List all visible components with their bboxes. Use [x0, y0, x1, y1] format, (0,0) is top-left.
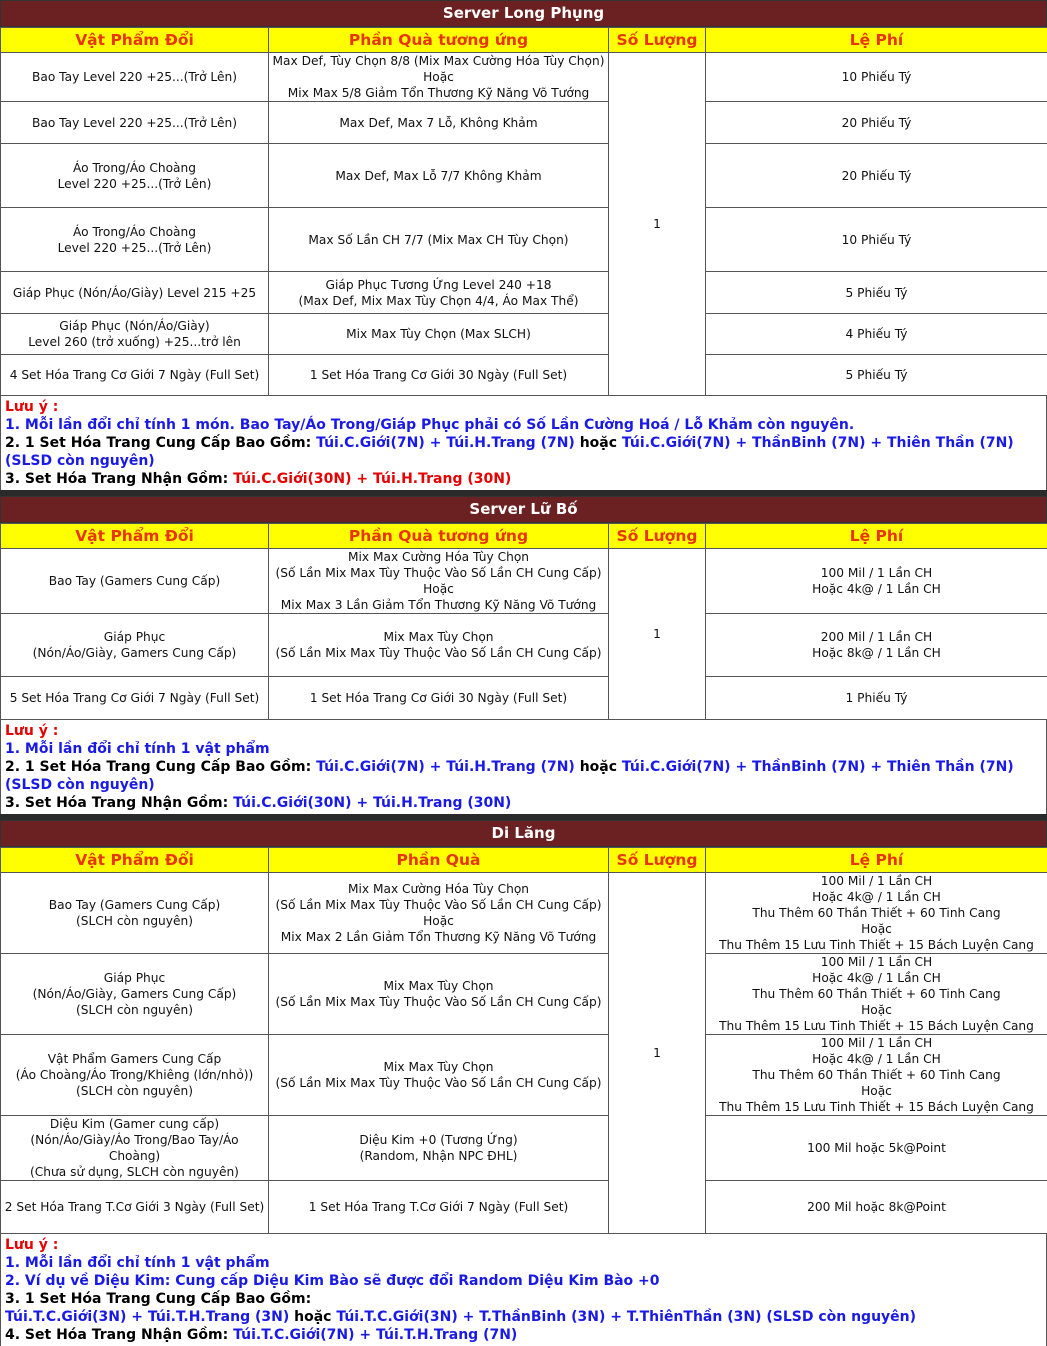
- item-cell: [1, 144, 269, 208]
- item-text: (Nón/Áo/Giày, Gamers Cung Cấp): [3, 645, 266, 661]
- table-header: [1, 848, 1047, 873]
- note-1: 1. Mỗi lần đổi chỉ tính 1 vật phẩm: [5, 740, 1042, 758]
- item-text: Level 220 +25...(Trở Lên): [3, 240, 266, 256]
- fee-cell: [706, 873, 1047, 954]
- fee-text: 20 Phiếu Tý: [708, 168, 1045, 184]
- fee-cell: [706, 208, 1047, 272]
- note-2-option-a: Túi.C.Giới(7N) + Túi.H.Trang (7N): [316, 435, 575, 451]
- reward-cell: [269, 1035, 609, 1116]
- fee-cell: [706, 355, 1047, 396]
- note-4-label: 4. Set Hóa Trang Nhận Gồm:: [5, 1327, 233, 1343]
- item-text: (SLCH còn nguyên): [3, 913, 266, 929]
- header-fee: Lệ Phí: [706, 524, 1047, 549]
- note-3: [5, 470, 1042, 488]
- notes-title: Lưu ý :: [5, 1236, 1042, 1254]
- note-2-label: 2. 1 Set Hóa Trang Cung Cấp Bao Gồm:: [5, 759, 316, 775]
- note-4: [5, 1326, 1042, 1344]
- table-row: [1, 102, 1047, 144]
- note-2: [5, 758, 1042, 794]
- item-text: 4 Set Hóa Trang Cơ Giới 7 Ngày (Full Set): [3, 367, 266, 383]
- reward-text: Mix Max Tùy Chọn: [271, 978, 606, 994]
- quantity-cell: 1: [609, 873, 706, 1234]
- fee-text: Thu Thêm 60 Thần Thiết + 60 Tinh Cang: [708, 905, 1045, 921]
- header-reward: Phần Quà tương ứng: [269, 524, 609, 549]
- reward-text: (Số Lần Mix Max Tùy Thuộc Vào Số Lần CH Cung Cấp): [271, 994, 606, 1010]
- fee-text: Thu Thêm 60 Thần Thiết + 60 Tinh Cang: [708, 986, 1045, 1002]
- reward-text: 1 Set Hóa Trang Cơ Giới 30 Ngày (Full Set): [271, 367, 606, 383]
- note-2: [5, 434, 1042, 470]
- note-1: 1. Mỗi lần đổi chỉ tính 1 vật phẩm: [5, 1254, 1042, 1272]
- exchange-table-long-phung: [0, 27, 1047, 396]
- fee-text: 10 Phiếu Tý: [708, 69, 1045, 85]
- reward-text: Mix Max 3 Lần Giảm Tổn Thương Kỹ Năng Võ Tướng: [271, 597, 606, 613]
- reward-cell: [269, 53, 609, 102]
- fee-text: Hoặc: [708, 921, 1045, 937]
- notes-di-lang: [0, 1234, 1047, 1346]
- note-2-or: hoặc: [575, 759, 622, 775]
- item-text: Giáp Phục: [3, 970, 266, 986]
- fee-text: Hoặc: [708, 1002, 1045, 1018]
- table-row: [1, 355, 1047, 396]
- reward-text: Hoặc: [271, 69, 606, 85]
- note-1: 1. Mỗi lần đổi chỉ tính 1 món. Bao Tay/Áo Trong/Giáp Phục phải có Số Lần Cường Hoá / Lỗ Khảm còn nguyên.: [5, 416, 1042, 434]
- item-cell: [1, 314, 269, 355]
- quantity-cell: 1: [609, 549, 706, 720]
- fee-text: 5 Phiếu Tý: [708, 367, 1045, 383]
- reward-cell: [269, 355, 609, 396]
- fee-text: Hoặc: [708, 1083, 1045, 1099]
- section-title-di-lang: Di Lăng: [0, 820, 1047, 847]
- quantity-cell: 1: [609, 53, 706, 396]
- item-cell: [1, 355, 269, 396]
- notes-title: Lưu ý :: [5, 722, 1042, 740]
- item-text: Level 220 +25...(Trở Lên): [3, 176, 266, 192]
- fee-cell: [706, 677, 1047, 720]
- reward-cell: [269, 677, 609, 720]
- item-text: Giáp Phục (Nón/Áo/Giày): [3, 318, 266, 334]
- reward-text: Mix Max Tùy Chọn: [271, 629, 606, 645]
- fee-text: Hoặc 4k@ / 1 Lần CH: [708, 889, 1045, 905]
- note-3-or: hoặc: [289, 1309, 336, 1325]
- item-cell: [1, 873, 269, 954]
- reward-text: 1 Set Hóa Trang T.Cơ Giới 7 Ngày (Full Set): [271, 1199, 606, 1215]
- note-4-value: Túi.T.C.Giới(7N) + Túi.T.H.Trang (7N): [233, 1327, 517, 1343]
- note-2-option-a: Túi.C.Giới(7N) + Túi.H.Trang (7N): [316, 759, 575, 775]
- table-row: [1, 1035, 1047, 1116]
- notes-long-phung: [0, 396, 1047, 490]
- item-text: Áo Trong/Áo Choàng: [3, 224, 266, 240]
- table-row: [1, 549, 1047, 614]
- notes-lu-bo: [0, 720, 1047, 814]
- table-row: [1, 1181, 1047, 1234]
- reward-cell: [269, 873, 609, 954]
- fee-cell: [706, 614, 1047, 677]
- note-2-option-b: Túi.C.Giới(7N) + ThầnBinh (7N) + Thiên Thần (7N) (SLSD còn nguyên): [5, 435, 1014, 469]
- reward-text: (Max Def, Mix Max Tùy Chọn 4/4, Áo Max Thể): [271, 293, 606, 309]
- header-item: Vật Phẩm Đổi: [1, 524, 269, 549]
- table-header: [1, 524, 1047, 549]
- reward-cell: [269, 1181, 609, 1234]
- fee-text: 100 Mil / 1 Lần CH: [708, 954, 1045, 970]
- reward-cell: [269, 144, 609, 208]
- fee-cell: [706, 53, 1047, 102]
- note-2-option-b: Túi.C.Giới(7N) + ThầnBinh (7N) + Thiên Thần (7N) (SLSD còn nguyên): [5, 759, 1014, 793]
- reward-cell: [269, 549, 609, 614]
- header-reward: Phần Quà: [269, 848, 609, 873]
- fee-text: Thu Thêm 15 Lưu Tinh Thiết + 15 Bách Luyện Cang: [708, 937, 1045, 953]
- reward-cell: [269, 614, 609, 677]
- item-text: Level 260 (trở xuống) +25...trở lên: [3, 334, 266, 350]
- item-cell: [1, 208, 269, 272]
- fee-text: 200 Mil / 1 Lần CH: [708, 629, 1045, 645]
- item-cell: [1, 549, 269, 614]
- item-text: (Áo Choàng/Áo Trong/Khiêng (lớn/nhỏ)): [3, 1067, 266, 1083]
- fee-text: 100 Mil hoặc 5k@Point: [708, 1140, 1045, 1156]
- fee-cell: [706, 1116, 1047, 1181]
- exchange-table-di-lang: [0, 847, 1047, 1234]
- fee-text: Thu Thêm 60 Thần Thiết + 60 Tinh Cang: [708, 1067, 1045, 1083]
- fee-text: Thu Thêm 15 Lưu Tinh Thiết + 15 Bách Luyện Cang: [708, 1018, 1045, 1034]
- table-header: [1, 28, 1047, 53]
- item-text: (Nón/Áo/Giày/Áo Trong/Bao Tay/Áo Choàng): [3, 1132, 266, 1164]
- fee-cell: [706, 1181, 1047, 1234]
- table-row: [1, 272, 1047, 314]
- table-row: [1, 1116, 1047, 1181]
- item-text: (Chưa sử dụng, SLCH còn nguyên): [3, 1164, 266, 1180]
- reward-text: (Số Lần Mix Max Tùy Thuộc Vào Số Lần CH Cung Cấp): [271, 645, 606, 661]
- fee-text: 10 Phiếu Tý: [708, 232, 1045, 248]
- reward-text: (Random, Nhận NPC ĐHL): [271, 1148, 606, 1164]
- fee-cell: [706, 954, 1047, 1035]
- item-text: (SLCH còn nguyên): [3, 1083, 266, 1099]
- reward-text: (Số Lần Mix Max Tùy Thuộc Vào Số Lần CH Cung Cấp): [271, 565, 606, 581]
- note-3-value: Túi.C.Giới(30N) + Túi.H.Trang (30N): [233, 795, 511, 811]
- fee-cell: [706, 272, 1047, 314]
- fee-text: 4 Phiếu Tý: [708, 326, 1045, 342]
- item-text: Bao Tay (Gamers Cung Cấp): [3, 897, 266, 913]
- item-cell: [1, 1181, 269, 1234]
- fee-text: Thu Thêm 15 Lưu Tinh Thiết + 15 Bách Luyện Cang: [708, 1099, 1045, 1115]
- reward-text: Mix Max Cường Hóa Tùy Chọn: [271, 881, 606, 897]
- item-text: Áo Trong/Áo Choàng: [3, 160, 266, 176]
- reward-text: Hoặc: [271, 581, 606, 597]
- item-text: Bao Tay Level 220 +25...(Trở Lên): [3, 115, 266, 131]
- item-text: Vật Phẩm Gamers Cung Cấp: [3, 1051, 266, 1067]
- table-row: [1, 53, 1047, 102]
- header-quantity: Số Lượng: [609, 28, 706, 53]
- reward-cell: [269, 102, 609, 144]
- note-2: 2. Ví dụ về Diệu Kim: Cung cấp Diệu Kim Bào sẽ được đổi Random Diệu Kim Bào +0: [5, 1272, 1042, 1290]
- header-item: Vật Phẩm Đổi: [1, 28, 269, 53]
- reward-cell: [269, 1116, 609, 1181]
- item-cell: [1, 614, 269, 677]
- section-title-long-phung: Server Long Phụng: [0, 0, 1047, 27]
- table-row: [1, 144, 1047, 208]
- note-3-label: 3. Set Hóa Trang Nhận Gồm:: [5, 471, 233, 487]
- reward-text: Diệu Kim +0 (Tương Ứng): [271, 1132, 606, 1148]
- item-cell: [1, 102, 269, 144]
- fee-cell: [706, 549, 1047, 614]
- reward-text: Giáp Phục Tương Ứng Level 240 +18: [271, 277, 606, 293]
- reward-cell: [269, 208, 609, 272]
- item-text: Diệu Kim (Gamer cung cấp): [3, 1116, 266, 1132]
- fee-cell: [706, 102, 1047, 144]
- note-3-label: 3. Set Hóa Trang Nhận Gồm:: [5, 795, 233, 811]
- reward-text: Mix Max 5/8 Giảm Tổn Thương Kỹ Năng Võ Tướng: [271, 85, 606, 101]
- reward-text: Hoặc: [271, 913, 606, 929]
- reward-cell: [269, 314, 609, 355]
- reward-text: (Số Lần Mix Max Tùy Thuộc Vào Số Lần CH Cung Cấp): [271, 1075, 606, 1091]
- note-2-or: hoặc: [575, 435, 622, 451]
- fee-text: 100 Mil / 1 Lần CH: [708, 1035, 1045, 1051]
- item-text: Bao Tay Level 220 +25...(Trở Lên): [3, 69, 266, 85]
- header-quantity: Số Lượng: [609, 848, 706, 873]
- reward-text: Max Def, Max Lỗ 7/7 Không Khảm: [271, 168, 606, 184]
- table-row: [1, 314, 1047, 355]
- item-cell: [1, 677, 269, 720]
- item-text: 2 Set Hóa Trang T.Cơ Giới 3 Ngày (Full Set): [3, 1199, 266, 1215]
- exchange-table-lu-bo: [0, 523, 1047, 720]
- item-text: Giáp Phục: [3, 629, 266, 645]
- header-quantity: Số Lượng: [609, 524, 706, 549]
- fee-text: Hoặc 4k@ / 1 Lần CH: [708, 1051, 1045, 1067]
- header-item: Vật Phẩm Đổi: [1, 848, 269, 873]
- fee-text: Hoặc 4k@ / 1 Lần CH: [708, 970, 1045, 986]
- reward-text: Max Số Lần CH 7/7 (Mix Max CH Tùy Chọn): [271, 232, 606, 248]
- note-3-value: Túi.C.Giới(30N) + Túi.H.Trang (30N): [233, 471, 511, 487]
- fee-text: Hoặc 8k@ / 1 Lần CH: [708, 645, 1045, 661]
- fee-cell: [706, 144, 1047, 208]
- item-cell: [1, 53, 269, 102]
- fee-text: Hoặc 4k@ / 1 Lần CH: [708, 581, 1045, 597]
- header-reward: Phần Quà tương ứng: [269, 28, 609, 53]
- reward-cell: [269, 272, 609, 314]
- item-text: (Nón/Áo/Giày, Gamers Cung Cấp): [3, 986, 266, 1002]
- note-3-option-a: Túi.T.C.Giới(3N) + Túi.T.H.Trang (3N): [5, 1309, 289, 1325]
- fee-text: 20 Phiếu Tý: [708, 115, 1045, 131]
- table-row: [1, 954, 1047, 1035]
- item-cell: [1, 1035, 269, 1116]
- item-text: Bao Tay (Gamers Cung Cấp): [3, 573, 266, 589]
- item-text: 5 Set Hóa Trang Cơ Giới 7 Ngày (Full Set): [3, 690, 266, 706]
- note-3: [5, 794, 1042, 812]
- reward-text: Mix Max Tùy Chọn (Max SLCH): [271, 326, 606, 342]
- header-fee: Lệ Phí: [706, 28, 1047, 53]
- item-cell: [1, 1116, 269, 1181]
- note-2-label: 2. 1 Set Hóa Trang Cung Cấp Bao Gồm:: [5, 435, 316, 451]
- table-row: [1, 208, 1047, 272]
- item-text: (SLCH còn nguyên): [3, 1002, 266, 1018]
- fee-cell: [706, 1035, 1047, 1116]
- section-title-lu-bo: Server Lữ Bố: [0, 496, 1047, 523]
- note-3-label: 3. 1 Set Hóa Trang Cung Cấp Bao Gồm:: [5, 1290, 1042, 1308]
- item-text: Giáp Phục (Nón/Áo/Giày) Level 215 +25: [3, 285, 266, 301]
- reward-text: Max Def, Max 7 Lỗ, Không Khảm: [271, 115, 606, 131]
- item-cell: [1, 272, 269, 314]
- table-row: [1, 677, 1047, 720]
- note-3-option-b: Túi.T.C.Giới(3N) + T.ThầnBinh (3N) + T.ThiênThần (3N) (SLSD còn nguyên): [336, 1309, 916, 1325]
- table-row: [1, 614, 1047, 677]
- reward-text: Mix Max 2 Lần Giảm Tổn Thương Kỹ Năng Võ Tướng: [271, 929, 606, 945]
- reward-text: Max Def, Tùy Chọn 8/8 (Mix Max Cường Hóa Tùy Chọn): [271, 53, 606, 69]
- item-cell: [1, 954, 269, 1035]
- fee-text: 1 Phiếu Tý: [708, 690, 1045, 706]
- reward-text: Mix Max Tùy Chọn: [271, 1059, 606, 1075]
- fee-text: 5 Phiếu Tý: [708, 285, 1045, 301]
- fee-text: 100 Mil / 1 Lần CH: [708, 873, 1045, 889]
- reward-text: 1 Set Hóa Trang Cơ Giới 30 Ngày (Full Set): [271, 690, 606, 706]
- reward-cell: [269, 954, 609, 1035]
- fee-text: 100 Mil / 1 Lần CH: [708, 565, 1045, 581]
- fee-text: 200 Mil hoặc 8k@Point: [708, 1199, 1045, 1215]
- fee-cell: [706, 314, 1047, 355]
- reward-text: (Số Lần Mix Max Tùy Thuộc Vào Số Lần CH Cung Cấp): [271, 897, 606, 913]
- header-fee: Lệ Phí: [706, 848, 1047, 873]
- table-row: [1, 873, 1047, 954]
- reward-text: Mix Max Cường Hóa Tùy Chọn: [271, 549, 606, 565]
- notes-title: Lưu ý :: [5, 398, 1042, 416]
